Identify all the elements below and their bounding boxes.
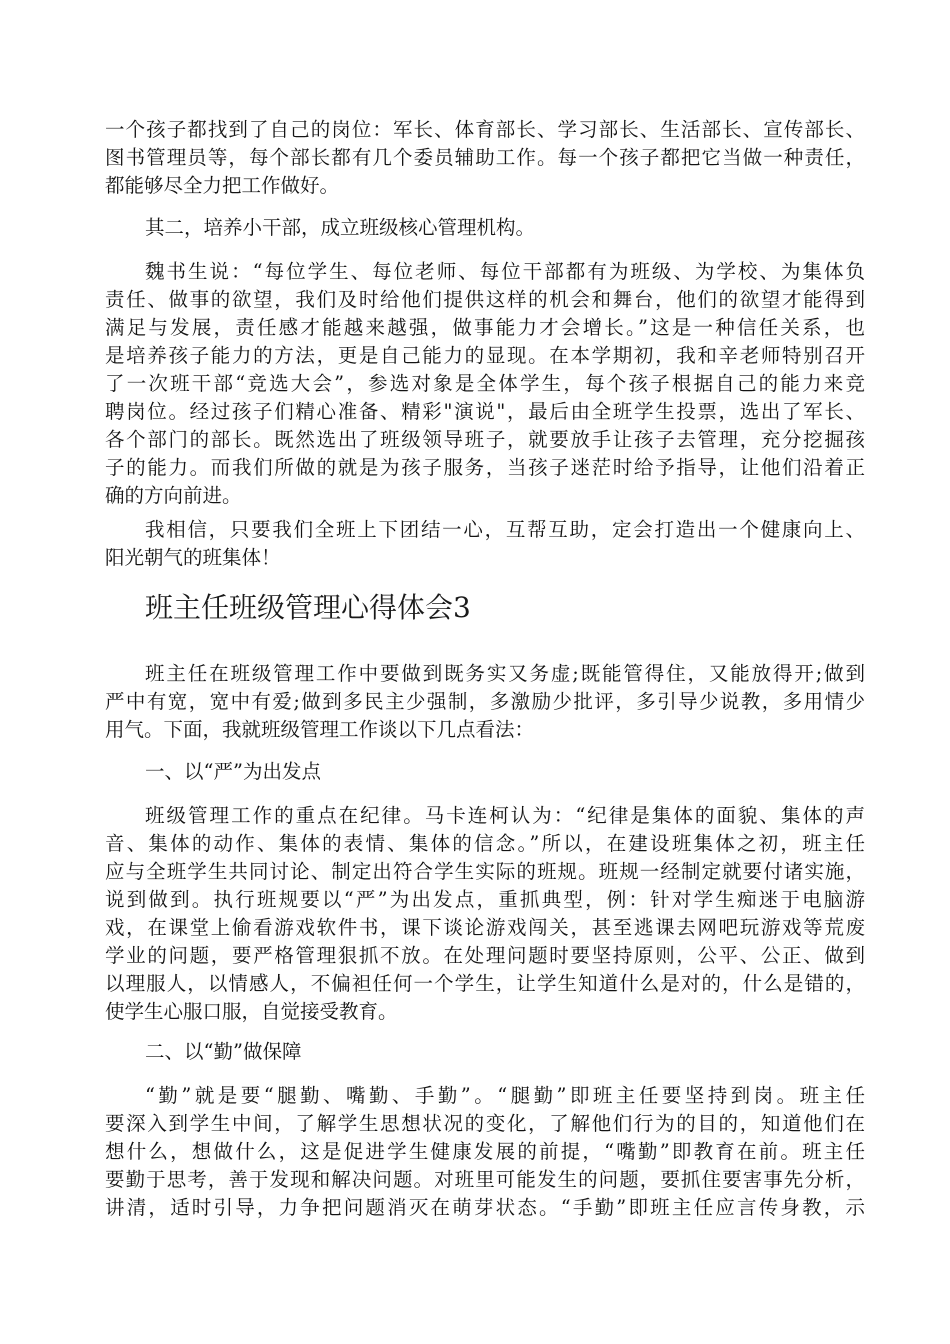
- paragraph-line: 阳光朝气的班集体！: [105, 546, 281, 569]
- paragraph-line: 班主任在班级管理工作中要做到既务实又务虚;既能管得住，又能放得开;做到: [145, 662, 865, 685]
- paragraph-line: 使学生心服口服，自觉接受教育。: [105, 1000, 398, 1023]
- paragraph-line: 是培养孩子能力的方法，更是自己能力的显现。在本学期初，我和辛老师特别召开: [105, 344, 865, 367]
- subheading-line: 一、以“严”为出发点: [145, 760, 321, 783]
- paragraph-line: 严中有宽，宽中有爱;做到多民主少强制，多激励少批评，多引导少说教，多用情少: [105, 690, 865, 713]
- subheading-line: 二、以“勤”做保障: [145, 1040, 302, 1063]
- paragraph-line: 音、集体的动作、集体的表情、集体的信念。”所以，在建设班集体之初，班主任: [105, 832, 865, 855]
- paragraph-line: 其二，培养小干部，成立班级核心管理机构。: [145, 216, 536, 239]
- paragraph-line: 想什么，想做什么，这是促进学生健康发展的前提，“嘴勤”即教育在前。班主任: [105, 1140, 865, 1163]
- paragraph-line: 我相信，只要我们全班上下团结一心，互帮互助，定会打造出一个健康向上、: [145, 518, 865, 541]
- paragraph-line: 用气。下面，我就班级管理工作谈以下几点看法：: [105, 718, 535, 741]
- paragraph-line: 各个部门的部长。既然选出了班级领导班子，就要放手让孩子去管理，充分挖掘孩: [105, 428, 865, 451]
- paragraph-line: 确的方向前进。: [105, 484, 242, 507]
- paragraph-line: 聘岗位。经过孩子们精心准备、精彩"演说"，最后由全班学生投票，选出了军长、: [105, 400, 865, 423]
- paragraph-line: 讲清，适时引导，力争把问题消灭在萌芽状态。“手勤”即班主任应言传身教，示: [105, 1196, 865, 1219]
- paragraph-line: 都能够尽全力把工作做好。: [105, 174, 340, 197]
- paragraph-line: 魏书生说：“每位学生、每位老师、每位干部都有为班级、为学校、为集体负: [145, 260, 865, 283]
- paragraph-line: “勤”就是要“腿勤、嘴勤、手勤”。“腿勤”即班主任要坚持到岗。班主任: [145, 1084, 865, 1107]
- section-heading: 班主任班级管理心得体会3: [145, 591, 471, 624]
- paragraph-line: 责任、做事的欲望，我们及时给他们提供这样的机会和舞台，他们的欲望才能得到: [105, 288, 865, 311]
- paragraph-line: 说到做到。执行班规要以“严”为出发点，重抓典型，例：针对学生痴迷于电脑游: [105, 888, 865, 911]
- paragraph-line: 学业的问题，要严格管理狠抓不放。在处理问题时要坚持原则，公平、公正、做到: [105, 944, 865, 967]
- paragraph-line: 应与全班学生共同讨论、制定出符合学生实际的班规。班规一经制定就要付诸实施，: [105, 860, 865, 883]
- paragraph-line: 了一次班干部“竞选大会”，参选对象是全体学生，每个孩子根据自己的能力来竞: [105, 372, 865, 395]
- paragraph-line: 班级管理工作的重点在纪律。马卡连柯认为：“纪律是集体的面貌、集体的声: [145, 804, 865, 827]
- paragraph-line: 图书管理员等，每个部长都有几个委员辅助工作。每一个孩子都把它当做一种责任，: [105, 146, 865, 169]
- paragraph-line: 子的能力。而我们所做的就是为孩子服务，当孩子迷茫时给予指导，让他们沿着正: [105, 456, 865, 479]
- paragraph-line: 要勤于思考，善于发现和解决问题。对班里可能发生的问题，要抓住要害事先分析，: [105, 1168, 865, 1191]
- paragraph-line: 以理服人，以情感人，不偏袒任何一个学生，让学生知道什么是对的，什么是错的，: [105, 972, 865, 995]
- paragraph-line: 要深入到学生中间，了解学生思想状况的变化，了解他们行为的目的，知道他们在: [105, 1112, 865, 1135]
- paragraph-line: 一个孩子都找到了自己的岗位：军长、体育部长、学习部长、生活部长、宣传部长、: [105, 118, 865, 141]
- paragraph-line: 满足与发展，责任感才能越来越强，做事能力才会增长。”这是一种信任关系，也: [105, 316, 865, 339]
- paragraph-line: 戏，在课堂上偷看游戏软件书，课下谈论游戏闯关，甚至逃课去网吧玩游戏等荒废: [105, 916, 865, 939]
